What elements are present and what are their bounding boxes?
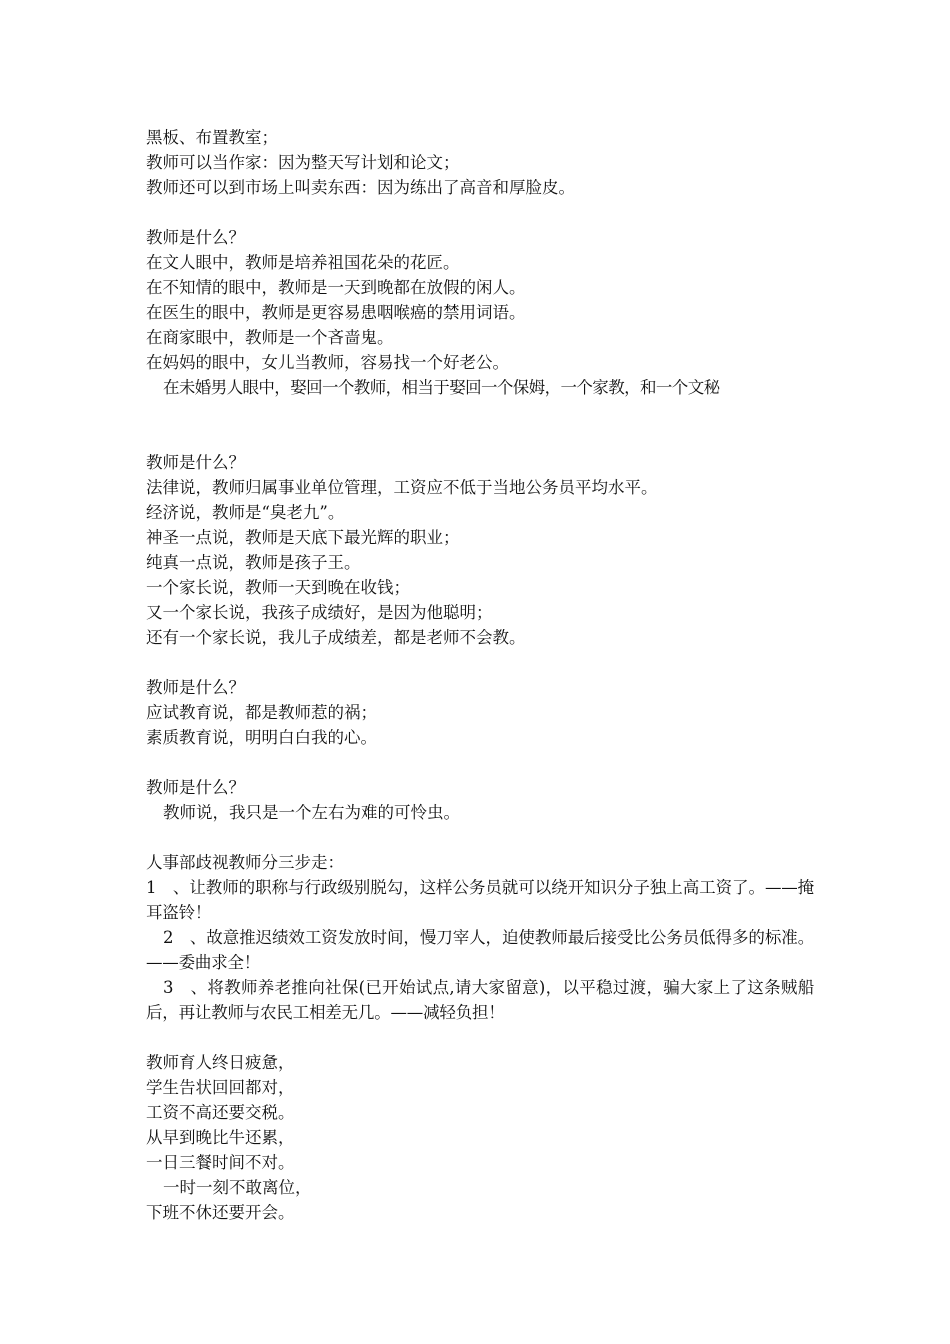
poem-line: 学生告状回回都对， — [146, 1078, 295, 1097]
paragraph-spacer — [146, 825, 814, 850]
paragraph-spacer — [146, 650, 814, 675]
section-heading: 教师是什么？ — [146, 778, 245, 797]
poem-line: 教师育人终日疲惫， — [146, 1053, 295, 1072]
paragraph-spacer — [146, 1025, 814, 1050]
intro-line: 教师还可以到市场上叫卖东西：因为练出了高音和厚脸皮。 — [146, 178, 575, 197]
poem-line: 一日三餐时间不对。 — [146, 1153, 295, 1172]
section-line: 经济说，教师是“臭老九”。 — [146, 503, 345, 522]
step-item: 3 、将教师养老推向社保(已开始试点,请大家留意)，以平稳过渡，骗大家上了这条贼船后，再让教师与农民工相差无几。——减轻负担！ — [146, 978, 814, 1022]
step-item: 1 、让教师的职称与行政级别脱勾，这样公务员就可以绕开知识分子独上高工资了。——掩耳盗铃！ — [146, 878, 814, 922]
section-line: 素质教育说，明明白白我的心。 — [146, 728, 377, 747]
section-line: 教师说，我只是一个左右为难的可怜虫。 — [163, 803, 460, 822]
section-line: 应试教育说，都是教师惹的祸； — [146, 703, 377, 722]
section-heading: 教师是什么？ — [146, 228, 245, 247]
section-line: 神圣一点说，教师是天底下最光辉的职业； — [146, 528, 460, 547]
step-item: 2 、故意推迟绩效工资发放时间，慢刀宰人，迫使教师最后接受比公务员低得多的标准。——委曲求全！ — [146, 928, 814, 972]
section-line: 在未婚男人眼中，娶回一个教师，相当于娶回一个保姆，一个家教，和一个文秘 — [163, 378, 720, 397]
section-line: 在妈妈的眼中，女儿当教师，容易找一个好老公。 — [146, 353, 509, 372]
section-line: 纯真一点说，教师是孩子王。 — [146, 553, 361, 572]
paragraph-spacer — [146, 200, 814, 225]
paragraph-spacer — [146, 400, 814, 450]
document-body — [146, 125, 814, 1225]
intro-line: 黑板、布置教室； — [146, 128, 278, 147]
poem-line: 工资不高还要交税。 — [146, 1103, 295, 1122]
section-heading: 教师是什么？ — [146, 453, 245, 472]
poem-line: 下班不休还要开会。 — [146, 1203, 295, 1222]
poem-line: 一时一刻不敢离位， — [163, 1178, 312, 1197]
section-line: 在医生的眼中，教师是更容易患咽喉癌的禁用词语。 — [146, 303, 526, 322]
section-heading: 人事部歧视教师分三步走： — [146, 853, 344, 872]
section-heading: 教师是什么？ — [146, 678, 245, 697]
section-line: 法律说，教师归属事业单位管理，工资应不低于当地公务员平均水平。 — [146, 478, 658, 497]
intro-line: 教师可以当作家：因为整天写计划和论文； — [146, 153, 460, 172]
section-line: 一个家长说，教师一天到晚在收钱； — [146, 578, 410, 597]
section-line: 又一个家长说，我孩子成绩好，是因为他聪明； — [146, 603, 493, 622]
paragraph-spacer — [146, 750, 814, 775]
section-line: 在不知情的眼中，教师是一天到晚都在放假的闲人。 — [146, 278, 526, 297]
section-line: 在商家眼中，教师是一个吝啬鬼。 — [146, 328, 394, 347]
section-line: 在文人眼中，教师是培养祖国花朵的花匠。 — [146, 253, 460, 272]
section-line: 还有一个家长说，我儿子成绩差，都是老师不会教。 — [146, 628, 526, 647]
poem-line: 从早到晚比牛还累， — [146, 1128, 295, 1147]
